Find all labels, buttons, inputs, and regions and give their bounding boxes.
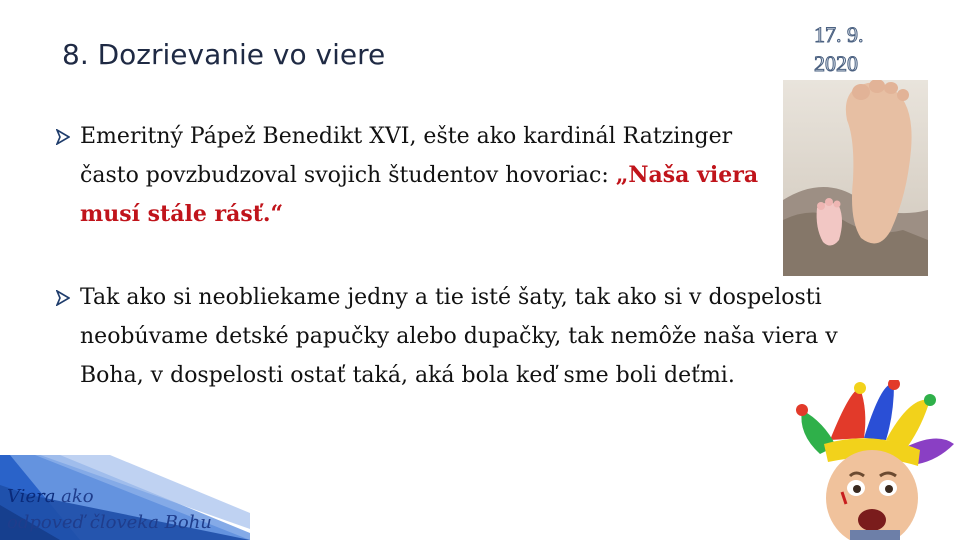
jester-photo [790,380,960,540]
feet-photo [783,80,928,276]
arrow-bullet-icon [56,129,70,145]
footer-line2: odpoveď človeka Bohu [7,512,212,533]
footer-emphasis: Viera [7,486,56,507]
footer-caption [7,484,212,536]
bullet-text: Emeritný Pápež Benedikt XVI, ešte ako kardinál Ratzinger často povzbudzoval svojich študentov hovoriac: [80,124,733,188]
arrow-bullet-icon [56,290,70,306]
footer-line1: ako [55,486,94,507]
bullet-text: Tak ako si neobliekame jedny a tie isté šaty, tak ako si v dospelosti neobúvame detské papučky alebo dupačky, tak nemôže naša viera v Boha, v dospelosti ostať taká, aká bola keď sme boli deťmi. [80,285,838,388]
quote-text: „Naša viera musí stále rásť.“ [80,162,759,227]
bullet-item [80,278,850,395]
slide-date [814,20,884,78]
date-year: 2020 [814,51,858,76]
bullet-item [80,117,770,234]
date-day-month: 17. 9. [814,22,864,47]
slide-title: 8. Dozrievanie vo viere [62,38,386,71]
